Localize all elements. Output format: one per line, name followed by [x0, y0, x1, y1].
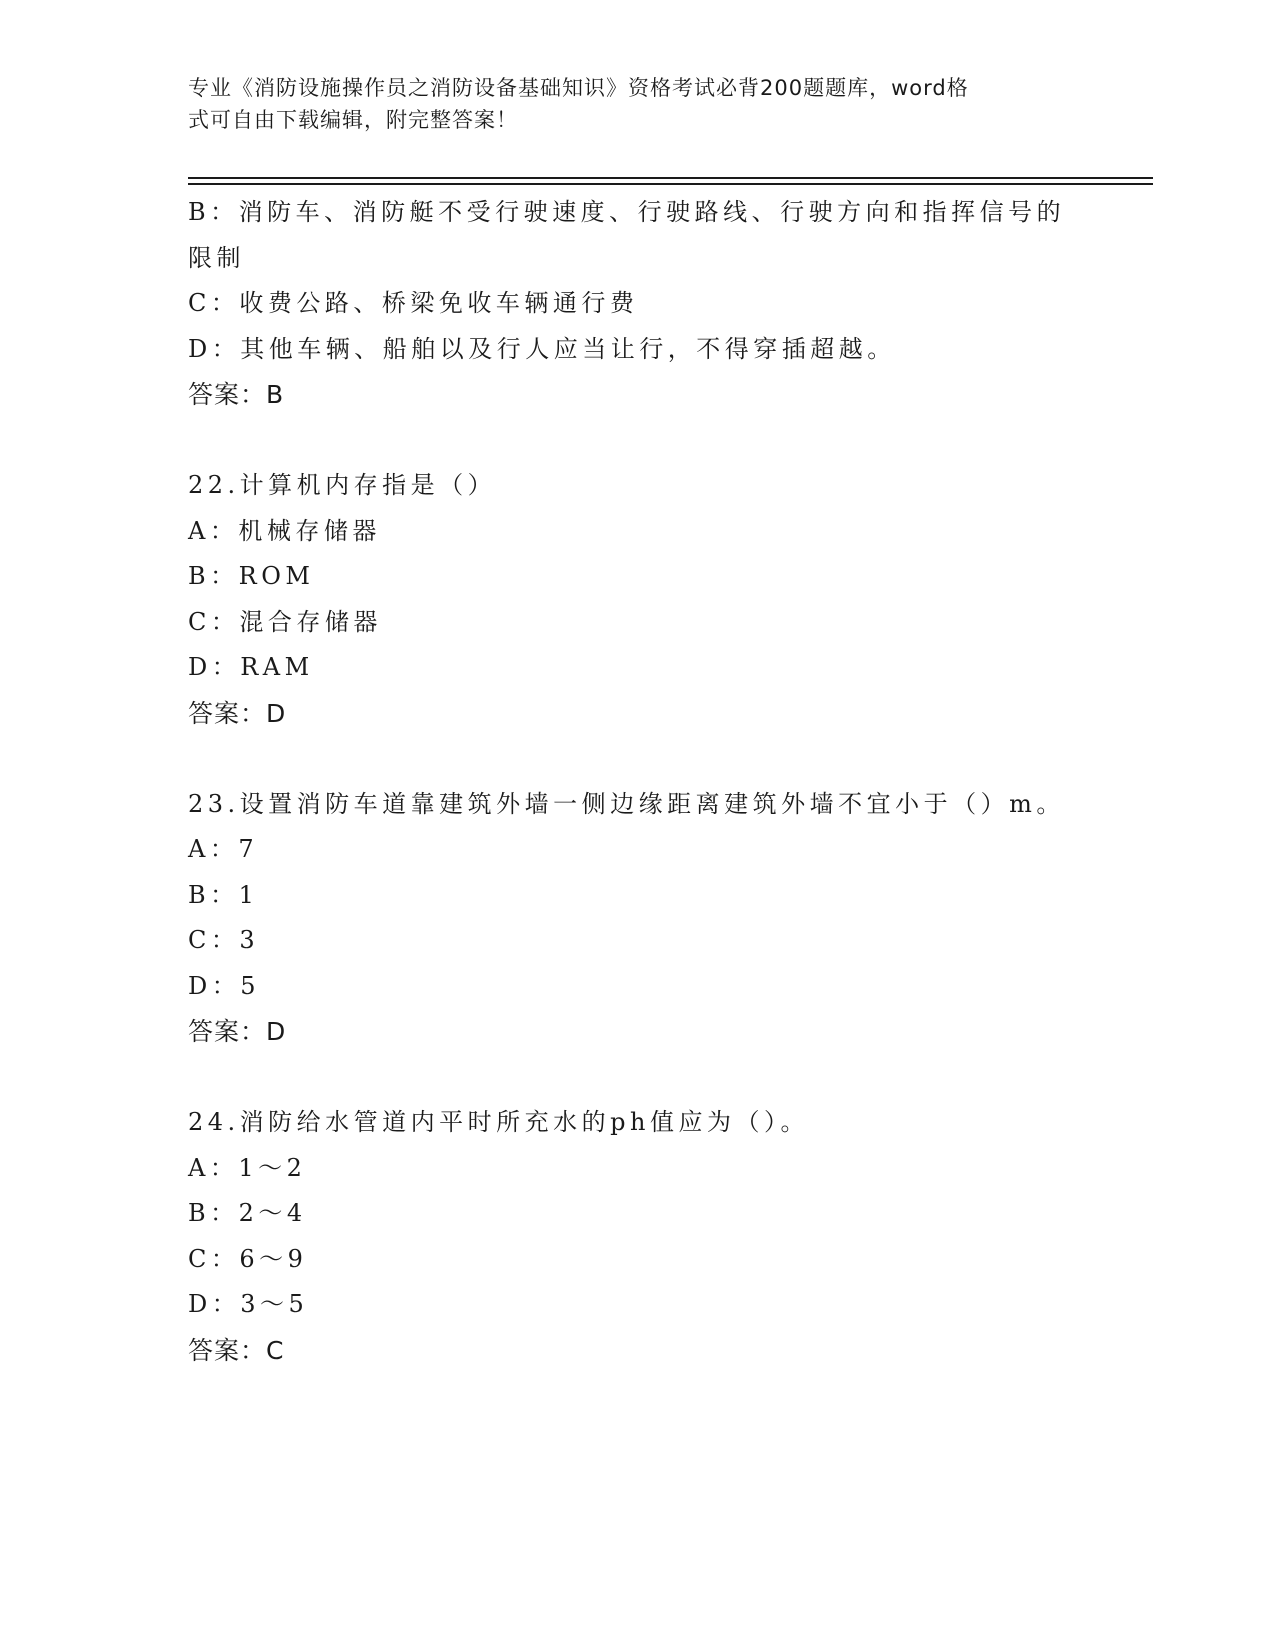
question-23: [188, 782, 1088, 1055]
answer: 答案：D: [188, 698, 287, 728]
spacer: [188, 418, 1088, 464]
option-b-line-2: 限制: [188, 243, 245, 272]
option-a: A：7: [188, 835, 259, 863]
header-rule-top: [188, 177, 1153, 179]
question-stem: 22.计算机内存指是（）: [188, 471, 497, 499]
option-a: A：1～2: [188, 1153, 307, 1182]
option-b: B：1: [188, 880, 259, 909]
header-line-1: 专业《消防设施操作员之消防设备基础知识》资格考试必背200题题库，word格: [188, 76, 969, 100]
option-c: C：3: [188, 926, 260, 954]
option-d: D：5: [188, 971, 261, 1000]
option-b: B：ROM: [188, 562, 315, 590]
option-d: D：其他车辆、船舶以及行人应当让行，不得穿插超越。: [188, 334, 896, 363]
document-header: [188, 72, 1068, 136]
option-d: D：RAM: [188, 653, 314, 681]
header-rule-bottom: [188, 183, 1153, 185]
spacer: [188, 1055, 1088, 1101]
question-24: [188, 1100, 1088, 1373]
question-22: [188, 463, 1088, 736]
option-c: C：收费公路、桥梁免收车辆通行费: [188, 289, 639, 317]
answer: 答案：D: [188, 1017, 287, 1046]
question-content: [188, 190, 1088, 1373]
option-d: D：3～5: [188, 1290, 309, 1318]
question-stem: 23.设置消防车道靠建筑外墙一侧边缘距离建筑外墙不宜小于（）m。: [188, 789, 1065, 818]
question-fragment: [188, 190, 1088, 418]
option-c: C：6～9: [188, 1244, 308, 1273]
option-c: C：混合存储器: [188, 607, 382, 636]
option-a: A：机械存储器: [188, 516, 381, 545]
spacer: [188, 736, 1088, 782]
header-line-2: 式可自由下载编辑，附完整答案！: [188, 108, 518, 132]
answer: 答案：C: [188, 1335, 285, 1365]
question-stem: 24.消防给水管道内平时所充水的ph值应为（）。: [188, 1108, 809, 1136]
option-b: B：2～4: [188, 1199, 307, 1227]
option-b-line-1: B：消防车、消防艇不受行驶速度、行驶路线、行驶方向和指挥信号的: [188, 198, 1066, 226]
answer: 答案：B: [188, 380, 285, 409]
